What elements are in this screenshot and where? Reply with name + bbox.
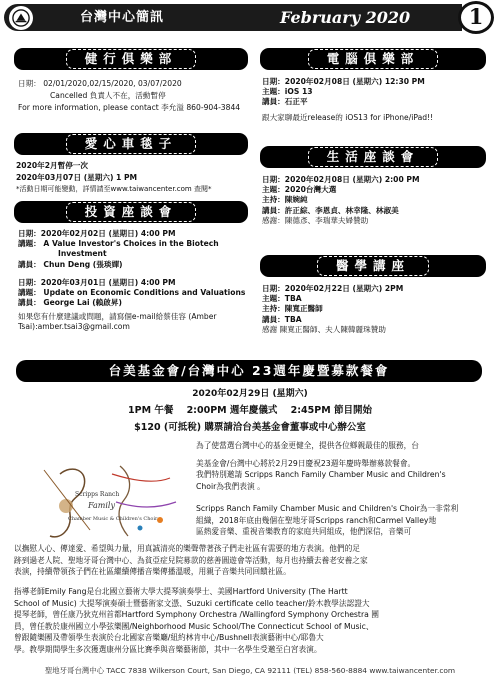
gala-p3-line: 學。教學期間學生多次獲選康州分區比賽季與音樂藝術節，其中一名學生受邀至白宮表演。 <box>14 644 322 654</box>
hiking-section <box>14 48 248 114</box>
gala-p2-line: 跡到過老人院、聖地牙哥台灣中心、為貧亞症兒院募款的慈善圓遊會等活動，每月也持續去養老安養之家 <box>14 555 368 565</box>
gala-paragraph-1 <box>196 440 486 492</box>
newsletter-header <box>0 0 500 36</box>
hiking-dates: 日期： 02/01/2020,02/15/2020, 03/07/2020 <box>18 79 182 88</box>
invest-s1-topic2: Investment <box>58 249 107 259</box>
invest-s2-topic: 講題： Update on Economic Conditions and Valuations <box>18 287 246 297</box>
gala-p3-line: School of Music) 大提琴演奏碩士暨藝術家文憑、Suzuki certificate cello teacher/鈴木教學法認證大 <box>14 598 370 608</box>
gala-p2-line: 以撫慰人心、傳達愛、希望與力量，用真誠清亮的樂聲帶著孩子們走社區有需要的地方表演。他們的足 <box>14 544 360 553</box>
computer-section <box>260 48 486 123</box>
gala-p3-line: 提琴老師，曾任康乃狄克州首都Hartford Symphony Orchestra /Wallingford Symphony Orchestra 團 <box>14 610 379 620</box>
life-speakers: 講員：許正綜、李恩貞、林幸隆、林淑美 <box>262 205 399 215</box>
gala-paragraph-2b <box>14 543 490 578</box>
newsletter-month: February 2020 <box>280 8 411 27</box>
art-line-3: Chamber Music & Children's Choir <box>68 516 158 522</box>
hiking-info: For more information, please contact 李允溢 860-904-3844 <box>18 103 241 113</box>
life-section <box>260 146 486 226</box>
life-date: 日期：2020年02月08日 (星期六) 2:00 PM <box>262 175 420 184</box>
hiking-cancelled: Cancelled 負責人不在，活動暫停 <box>50 91 166 101</box>
gala-banner <box>16 360 482 382</box>
medical-topic: 主題：TBA <box>262 294 302 304</box>
computer-speaker: 講員：石正平 <box>262 97 308 107</box>
medical-host: 主持：陳寬正醫師 <box>262 304 323 314</box>
medical-date: 日期：2020年02月22日 (星期六) 2PM <box>262 284 404 293</box>
car-line2: 2020年03月07日 (星期六) 1 PM <box>16 173 138 183</box>
computer-title: 電腦俱樂部 <box>260 48 486 70</box>
life-thanks: 感謝：陳德彥、李瑞華夫婦贊助 <box>262 215 369 225</box>
invest-s2-speaker: 講員： George Lai (賴啟昇) <box>18 298 122 308</box>
gala-banner-text: 台美基金會/台灣中心 23週年慶暨募款餐會 <box>108 362 390 378</box>
invest-s1-speaker: 講員： Chun Deng (張琰嬋) <box>18 259 123 269</box>
car-note: *活動日期可能變動，詳情請至www.taiwancenter.com 查閱* <box>16 185 212 194</box>
footer-address: 聖地牙哥台灣中心 TACC 7838 Wilkerson Court, San Diego, CA 92111 (TEL) 858-560-8884 www.taiwancenter.com <box>44 666 456 675</box>
gala-p2-line: 組織，2018年底由幾個在聖地牙哥Scripps ranch和Carmel Valley地 <box>196 515 437 525</box>
gala-p2-line: Scripps Ranch Family Chamber Music and Children's Choir為一非常利 <box>196 504 459 513</box>
life-title: 生活座談會 <box>260 146 486 168</box>
gala-p1-line: Choir為我們表演 。 <box>196 481 265 491</box>
gala-paragraph-2a <box>196 503 486 538</box>
art-line-1: Scripps Ranch <box>75 491 120 498</box>
newsletter-title: 台灣中心簡訊 <box>80 10 165 25</box>
car-line1: 2020年2月暫停一次 <box>16 161 88 170</box>
invest-s2-date: 日期：2020年03月01日 (星期日) 4:00 PM <box>18 277 176 287</box>
gala-schedule: 1PM 午餐 2:00PM 週年慶儀式 2:45PM 節目開始 <box>128 405 372 417</box>
logo-icon <box>9 6 33 30</box>
medical-speaker: 講員：TBA <box>262 314 302 324</box>
gala-p2-line: 表演，持續帶領孩子們在社區繼續傳播音樂傳播溫暖，用親子音樂共同回饋社區。 <box>14 567 291 577</box>
gala-p3-line: 曾跟隨樂團及帶領學生表演於台北國家音樂廳/紐約林肯中心/Bushnell表演藝術中心/耶魯大 <box>14 633 324 643</box>
invest-s1-date: 日期：2020年02月02日 (星期日) 4:00 PM <box>18 229 176 238</box>
gala-details <box>0 388 500 434</box>
gala-p1-line: 為了使當選台灣中心的基金更健全，提供各位鄉親最佳的服務，台 <box>196 441 419 450</box>
hiking-title: 健行俱樂部 <box>14 48 248 70</box>
gala-p2-line: 區熱愛音樂、重視音樂教育的家庭共同組成，他們深信，音樂可 <box>196 527 412 537</box>
invest-contact1: 如果您有什麼建議或問題，請寫個e-mail給蔡佳容 (Amber <box>18 312 217 322</box>
gala-paragraph-3 <box>14 586 490 655</box>
medical-title: 醫學講座 <box>260 255 486 277</box>
art-line-2: Family <box>88 501 115 510</box>
car-title: 愛心車毯子 <box>14 133 248 155</box>
life-host: 主持：陳婉純 <box>262 195 308 205</box>
computer-date: 日期：2020年02月08日 (星期六) 12:30 PM <box>262 77 425 86</box>
car-section <box>14 133 248 195</box>
invest-contact2: Tsai):amber.tsai3@gmail.com <box>18 322 130 332</box>
computer-topic: 主題：iOS 13 <box>262 87 313 97</box>
violin-art-icon <box>20 456 186 548</box>
invest-title: 投資座談會 <box>14 201 248 223</box>
gala-ticket: $120 (可抵稅) 購票請洽台美基金會董事或中心辦公室 <box>134 421 366 433</box>
gala-p3-line: 員，曾任教於康州國立小學弦樂團/Neighborhood Music School/The Connecticut School of Music、 <box>14 621 374 631</box>
medical-section <box>260 255 486 335</box>
gala-date: 2020年02月29日 (星期六) <box>192 389 308 399</box>
gala-p1-line: 美基金會/台灣中心將於2月29日慶祝23週年慶時舉辦募款餐會。 <box>196 458 416 468</box>
computer-desc: 跟大家聊最近release的 iOS13 for iPhone/iPad!! <box>262 112 434 122</box>
medical-thanks: 感謝 陳寬正醫師、夫人陳韓麗珠贊助 <box>262 324 386 334</box>
invest-s1-topic: 講題： A Value Investor's Choices in the Biotech <box>18 239 219 249</box>
gala-p1-line: 我們特別邀請 Scripps Ranch Family Chamber Music and Children's <box>196 470 446 480</box>
invest-section <box>14 201 248 333</box>
page-number: 1 <box>458 1 494 34</box>
life-topic: 主題：2020台灣大選 <box>262 185 337 195</box>
gala-p3-line: 指導老師Emily Fang是台北國立藝術大學大提琴演奏學士、美國Hartford University (The Hartt <box>14 587 348 596</box>
